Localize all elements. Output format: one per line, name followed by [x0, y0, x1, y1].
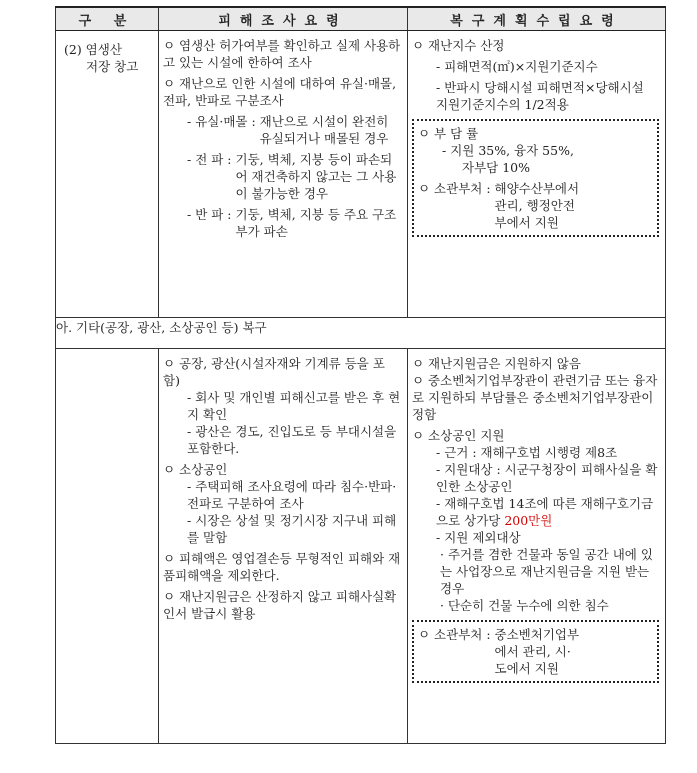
dept-line: 해양수산부에서 [494, 181, 580, 196]
dept-line: 에서 관리, 시· [494, 644, 571, 659]
survey-item: ㅇ 피해액은 영업결손등 무형적인 피해와 재품피해액을 제외한다. [163, 551, 401, 583]
relief-text: - 재해구호법 14조에 따른 재해구호기금으로 상가당 [436, 496, 654, 528]
dept-box [412, 620, 659, 683]
table-row-salt-storage [56, 31, 666, 318]
subitem-text: 재난으로 시설이 완전히 유실되거나 매몰된 경우 [259, 114, 389, 146]
burden-line: 자부담 10% [462, 160, 530, 175]
header-category: 구 분 [56, 7, 159, 31]
dept-item [418, 626, 651, 677]
burden-line: - 지원 35%, 융자 55%, [442, 143, 574, 158]
header-survey-guideline: 피해조사요령 [159, 7, 408, 31]
dept-line: 도에서 지원 [494, 661, 559, 676]
subitem-label: - 유실·매몰 : [187, 114, 256, 129]
burden-title: ㅇ 부 담 률 [418, 126, 479, 141]
survey-subitem: - 회사 및 개인별 피해신고를 받은 후 현지 확인 [187, 390, 401, 422]
survey-item: ㅇ 염생산 허가여부를 확인하고 실제 사용하고 있는 시설에 한하여 조사 [163, 38, 401, 70]
header-recovery-plan-guideline: 복구계획수립요령 [408, 7, 666, 31]
subitem-text: 기둥, 벽체, 지붕 등이 파손되어 재건축하지 않고는 그 사용이 불가능한 경우 [235, 152, 397, 201]
plan-exclude-item: · 주거를 겸한 건물과 동일 공간 내에 있는 사업장으로 재난지원금을 지원 받는 경우 [440, 547, 653, 596]
plan-exclude-item: · 단순히 건물 누수에 의한 침수 [440, 598, 609, 613]
survey-item: ㅇ 재난으로 인한 시설에 대하여 유실·매몰, 전파, 반파로 구분조사 [163, 76, 397, 108]
plan-subitem: - 근거 : 재해구호법 시행령 제8조 [436, 445, 618, 460]
section-row-other [56, 318, 666, 349]
subitem-label: - 반 파 : [187, 207, 232, 222]
category-cell [56, 31, 159, 318]
category-line1: (2) 염생산 [64, 42, 122, 57]
dept-text [495, 626, 651, 677]
dept-item [418, 180, 651, 231]
table-header-row [56, 7, 666, 31]
relief-amount: 200만원 [504, 513, 553, 528]
plan-cell [408, 349, 666, 744]
category-cell-empty [56, 349, 159, 744]
section-title: 아. 기타(공장, 광산, 소상공인 등) 복구 [56, 318, 666, 349]
survey-subitem: - 광산은 경도, 진입도로 등 부대시설을 포함한다. [187, 424, 397, 456]
dept-line: 관리, 행정안전 [494, 198, 575, 213]
plan-item: - 피해면적(㎡)×지원기준지수 [436, 59, 598, 74]
burden-dept-box [412, 119, 659, 237]
plan-subitem: - 지원 제외대상 [436, 530, 521, 545]
recovery-guideline-table [55, 6, 666, 744]
dept-line: 부에서 지원 [494, 215, 559, 230]
survey-cell [159, 31, 408, 318]
plan-subitem: - 지원대상 : 시군구청장이 피해사실을 확인한 소상공인 [436, 462, 658, 494]
subitem-text: 기둥, 벽체, 지붕 등 주요 구조부가 파손 [235, 207, 397, 239]
survey-subitem: - 시장은 상설 및 정기시장 지구내 피해를 말함 [187, 513, 397, 545]
dept-label: ㅇ 소관부처 : [418, 181, 491, 196]
subitem-label: - 전 파 : [187, 152, 232, 167]
table-row-other [56, 349, 666, 744]
plan-title: ㅇ 재난지수 산정 [412, 38, 505, 53]
dept-label: ㅇ 소관부처 : [418, 627, 491, 642]
survey-item: ㅇ 공장, 광산(시설자재와 기계류 등을 포함) [163, 356, 385, 388]
dept-text [495, 180, 651, 231]
survey-subitem: - 주택피해 조사요령에 따라 침수·반파·전파로 구분하여 조사 [187, 479, 397, 511]
plan-title: ㅇ 소상공인 지원 [412, 428, 505, 443]
plan-item: ㅇ 재난지원금은 지원하지 않음 [412, 356, 581, 371]
survey-cell [159, 349, 408, 744]
survey-subitem [163, 151, 401, 202]
survey-subitem [163, 206, 401, 240]
survey-item: ㅇ 소상공인 [163, 462, 228, 477]
survey-item: ㅇ 재난지원금은 산정하지 않고 피해사실확인서 발급시 활용 [163, 589, 397, 621]
survey-subitem [163, 113, 401, 147]
plan-subitem-relief [412, 495, 659, 529]
dept-line: 중소벤처기업부 [494, 627, 580, 642]
plan-cell [408, 31, 666, 318]
plan-item: ㅇ 중소벤처기업부장관이 관련기금 또는 융자로 지원하되 부담률은 중소벤처기업부장관이 정함 [412, 373, 658, 422]
category-line2: 저장 창고 [86, 59, 139, 74]
plan-item: - 반파시 당해시설 피해면적×당해시설 지원기준지수의 1/2적용 [436, 80, 644, 112]
